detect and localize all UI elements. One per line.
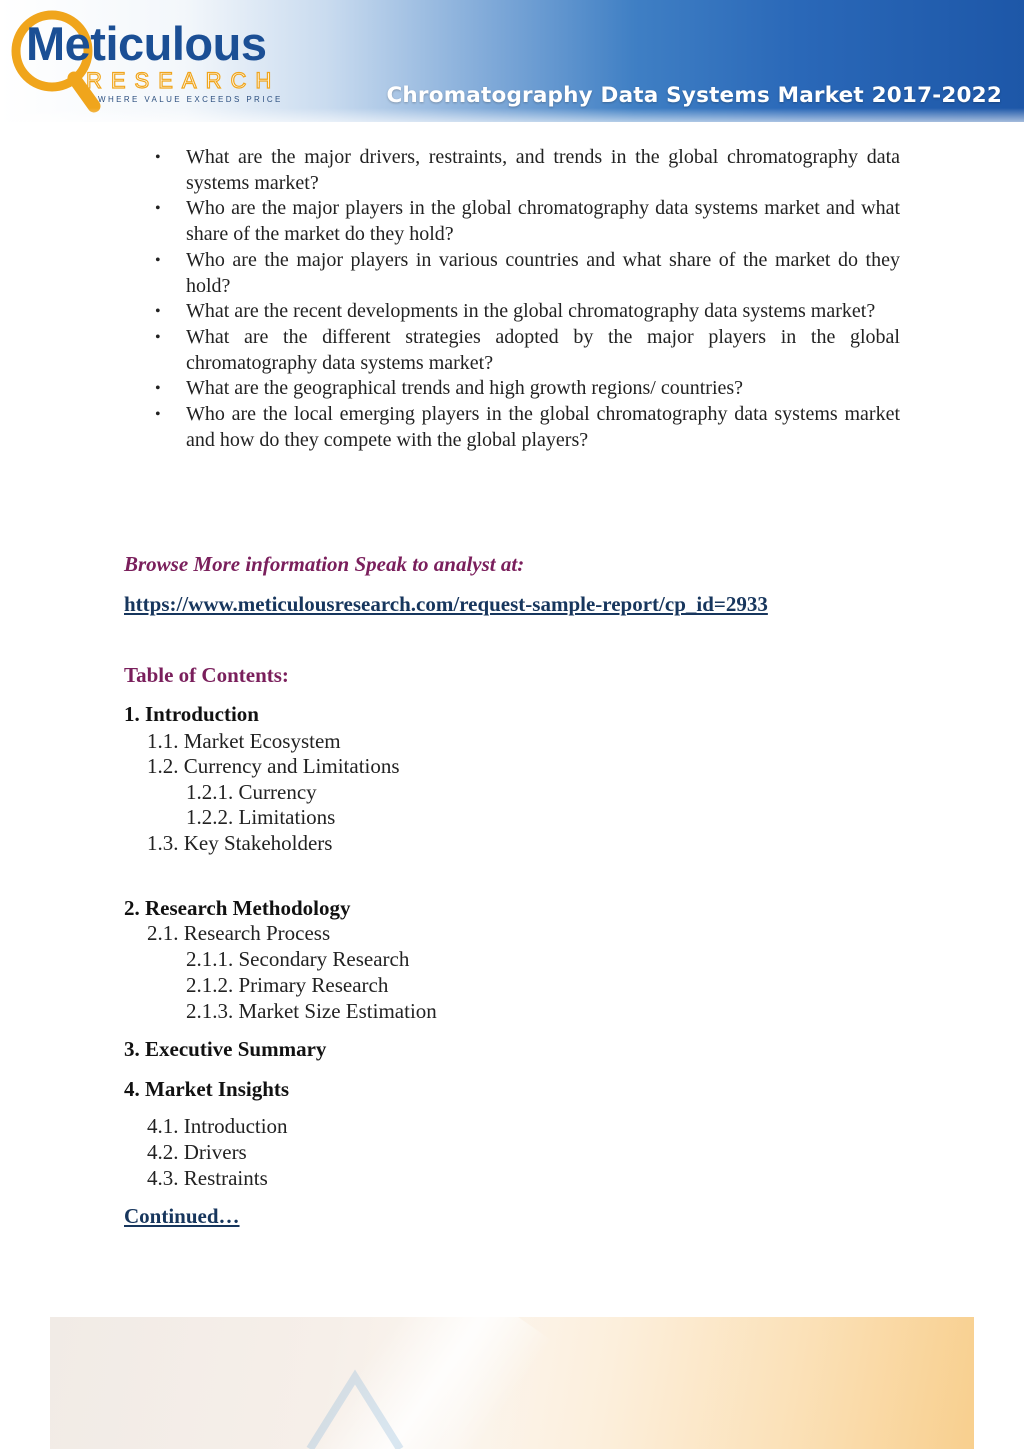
toc-item: 2.1. Research Process bbox=[147, 921, 331, 945]
toc-item: 4.3. Restraints bbox=[147, 1166, 268, 1190]
toc-section-title: . Executive Summary bbox=[134, 1037, 327, 1061]
toc-item: 1.3. Key Stakeholders bbox=[147, 831, 333, 855]
toc-section-executive-summary bbox=[124, 1036, 326, 1062]
toc-item: 2.1.3. Market Size Estimation bbox=[186, 999, 437, 1023]
footer-decoration bbox=[50, 1317, 974, 1449]
logo-tagline: WHERE VALUE EXCEEDS PRICE bbox=[98, 95, 283, 104]
list-item: • What are the major drivers, restraints, and trends in the global chromatography data systems market? bbox=[124, 145, 900, 196]
toc-section-number: 3 bbox=[124, 1037, 135, 1061]
toc-section-market-insights: 4. Market Insights bbox=[124, 1077, 290, 1101]
toc-item: 2.1.2. Primary Research bbox=[186, 973, 389, 997]
toc-item: 4.1. Introduction bbox=[147, 1114, 288, 1138]
toc-item: 4.2. Drivers bbox=[147, 1140, 247, 1164]
meticulous-research-logo bbox=[8, 6, 298, 114]
list-item: • Who are the local emerging players in the global chromatography data systems market and how do they compete with the global players? bbox=[124, 402, 900, 453]
browse-more-text: Browse More information Speak to analyst at: bbox=[124, 552, 525, 576]
logo-research-text: RESEARCH bbox=[86, 68, 281, 93]
list-item: • What are the different strategies adopted by the major players in the global chromatography data systems market? bbox=[124, 325, 900, 376]
list-item: • What are the geographical trends and high growth regions/ countries? bbox=[124, 376, 900, 402]
request-sample-link[interactable]: https://www.meticulousresearch.com/request-sample-report/cp_id=2933 bbox=[124, 592, 768, 616]
toc-section-research-methodology: 2. Research Methodology bbox=[124, 896, 351, 920]
continued-link[interactable]: Continued… bbox=[124, 1204, 240, 1228]
toc-section-introduction: 1. Introduction bbox=[124, 702, 259, 726]
toc-item: 2.1.1. Secondary Research bbox=[186, 947, 410, 971]
toc-item: 1.2.2. Limitations bbox=[186, 805, 336, 829]
page-header bbox=[0, 0, 1024, 122]
report-title: Chromatography Data Systems Market 2017-2022 bbox=[386, 83, 1002, 108]
logo-wordmark: Meticulous bbox=[26, 17, 267, 70]
list-item: • Who are the major players in various countries and what share of the market do they hold? bbox=[124, 248, 900, 299]
toc-item: 1.2. Currency and Limitations bbox=[147, 754, 400, 778]
list-item: • Who are the major players in the global chromatography data systems market and what share of the market do they hold? bbox=[124, 196, 900, 247]
footer-triangle-icon bbox=[50, 1317, 974, 1449]
toc-item: 1.1. Market Ecosystem bbox=[147, 729, 341, 753]
list-item: • What are the recent developments in the global chromatography data systems market? bbox=[124, 299, 900, 325]
toc-heading: Table of Contents: bbox=[124, 663, 289, 687]
toc-item: 1.2.1. Currency bbox=[186, 780, 317, 804]
key-questions-list bbox=[124, 145, 900, 453]
